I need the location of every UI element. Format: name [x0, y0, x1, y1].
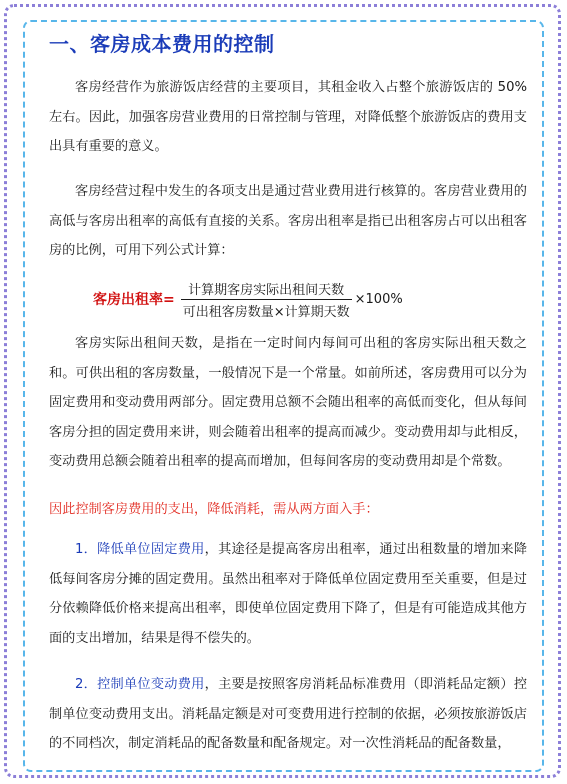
paragraph-4-highlight: 因此控制客房费用的支出，降低消耗，需从两方面入手： [49, 502, 379, 517]
formula-fraction [181, 279, 352, 320]
occupancy-formula [93, 279, 403, 319]
formula-denominator: 可出租客房数量×计算期天数 [182, 304, 350, 320]
formula-label: 客房出租率= [93, 292, 175, 308]
paragraph-2: 客房经营过程中发生的各项支出是通过营业费用进行核算的。客房营业费用的高低与客房出租率的高低有直接的关系。客房出租率是指已出租客房占可以出租客房的比例，可用下列公式计算： [49, 184, 527, 259]
section-heading: 一、客房成本费用的控制 [49, 32, 275, 56]
paragraph-6 [49, 670, 527, 759]
point-2-title: 2．控制单位变动费用 [75, 677, 205, 692]
formula-multiplier: ×100% [354, 291, 403, 307]
point-1-title: 1．降低单位固定费用 [75, 542, 205, 557]
point-2-body: ，主要是按照客房消耗品标准费用（即消耗品定额）控制单位变动费用支出。消耗晶定额是对可变费用进行控制的依据，必须按旅游饭店的不同档次，制定消耗品的配备数量和配备规定。对一次性消耗品的配备数量， [49, 677, 528, 752]
paragraph-3: 客房实际出租间天数，是指在一定时间内每间可出租的客房实际出租天数之和。可供出租的客房数量，一般情况下是一个常量。如前所述，客房费用可以分为固定费用和变动费用两部分。固定费用总额不会随出租率的高低而变化，但从每间客房分担的固定费用来讲，则会随着出租率的提高而减少。变动费用却与此相反，变动费用总额会随着出租率的提高而增加，但每间客房的变动费用却是个常数。 [49, 336, 527, 470]
paragraph-5 [49, 535, 527, 653]
formula-numerator: 计算期客房实际出租间天数 [188, 282, 345, 298]
outer-dotted-frame [4, 4, 561, 778]
inner-dashed-frame [23, 20, 544, 772]
point-1-body: ，其途径是提高客房出租率，通过出租数量的增加来降低每间客房分摊的固定费用。虽然出租率对于降低单位固定费用至关重要，但是过分依赖降低价格来提高出租率，即使单位固定费用下降了，但是有可能造成其他方面的支出增加，结果是得不偿失的。 [49, 542, 528, 646]
paragraph-1: 客房经营作为旅游饭店经营的主要项目，其租金收入占整个旅游饭店的 50%左右。因此，加强客房营业费用的日常控制与管理，对降低整个旅游饭店的费用支出具有重要的意义。 [49, 80, 527, 155]
